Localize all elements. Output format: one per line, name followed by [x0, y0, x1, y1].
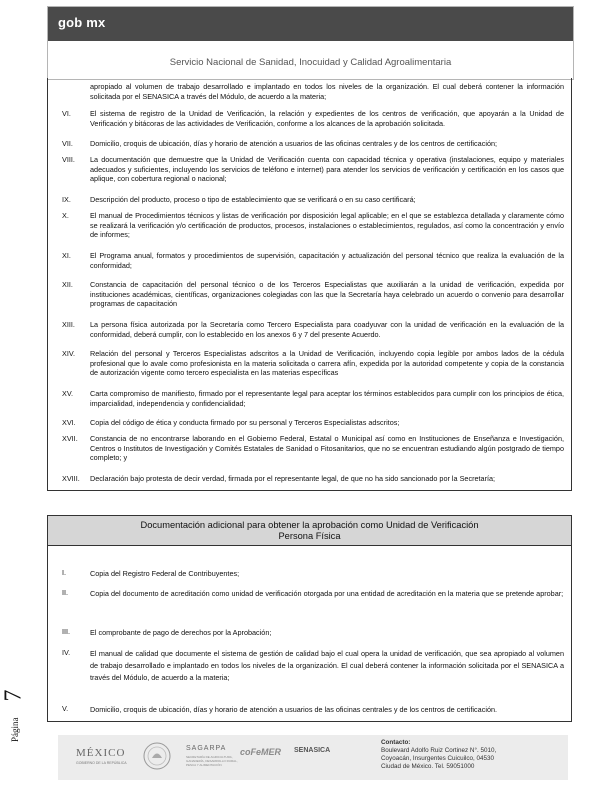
item-text: El manual de Procedimientos técnicos y listas de verificación por disposición legal aplicable; en el que se establezca detallada y claramente cómo se realizará la verificación y/o certificación de productos, procesos, instalaciones o establecimientos, regulados, así como la concentración y envío de informes;: [90, 211, 564, 239]
item-number: VIII.: [62, 155, 75, 164]
item-number: XII.: [62, 280, 73, 289]
item-text: La persona física autorizada por la Secretaría como Tercero Especialista para coadyuvar con la unidad de verificación en la evaluación de la conformidad, deberá cumplir, con lo establecido en los anexos 6 y 7 del presente Acuerdo.: [90, 320, 564, 339]
page-number-value: 7: [0, 689, 27, 702]
header-bar: [48, 7, 573, 41]
additional-docs-box: [47, 515, 572, 722]
item-text: Copia del código de ética y conducta firmado por su personal y Terceros Especialistas adscritos;: [90, 418, 400, 427]
item-text: Copia del documento de acreditación como unidad de verificación otorgada por una entidad de acreditación en la materia que se pretende aprobar;: [90, 589, 564, 598]
item-text: La documentación que demuestre que la Unidad de Verificación cuenta con capacidad técnica y operativa (instalaciones, equipo y materiales adecuados y suficientes, incluyendo los servicios de teléfono e internet) para atender los servicios de verificación y certificación en los casos que aplique, con cobertura regional o nacional;: [90, 155, 564, 183]
item-text: Domicilio, croquis de ubicación, días y horario de atención a usuarios de las oficinas centrales y de los centros de certificación;: [90, 139, 498, 148]
contact-line: Coyoacán, Insurgentes Cuicuilco, 04530: [381, 755, 495, 762]
item-text: Copia del Registro Federal de Contribuyentes;: [90, 569, 240, 578]
contact-title: Contacto:: [381, 739, 411, 746]
contact-line: Boulevard Adolfo Ruiz Cortinez N°. 5010,: [381, 747, 497, 754]
sagarpa-logo-sub: SECRETARÍA DE AGRICULTURA, GANADERÍA, DESARROLLO RURAL, PESCA Y ALIMENTACIÓN: [186, 755, 238, 767]
item-number: XVIII.: [62, 474, 80, 483]
item-text: apropiado al volumen de trabajo desarrollado e implantado en todos los niveles de la organización. El cual deberá contener la información solicitada por el SENASICA a través del Módulo, de acuerdo a la materia;: [90, 82, 564, 101]
section-title: [48, 516, 571, 546]
section-title-line2: Persona Física: [278, 531, 341, 541]
item-text: Descripción del producto, proceso o tipo de establecimiento que se verificará o en su caso certificará;: [90, 195, 416, 204]
item-number: XIV.: [62, 349, 76, 358]
header-subtitle: Servicio Nacional de Sanidad, Inocuidad y Calidad Agroalimentaria: [169, 57, 452, 68]
item-text: Domicilio, croquis de ubicación, días y horario de atención a usuarios de las oficinas centrales y de los centros de certificación.: [90, 705, 498, 714]
item-number: II.: [62, 588, 69, 597]
mexico-logo-sub: GOBIERNO DE LA REPÚBLICA: [76, 761, 127, 765]
item-number: I.: [62, 568, 67, 577]
national-seal-icon: [142, 741, 172, 771]
item-text: El manual de calidad que documente el sistema de gestión de calidad bajo el cual opera la unidad de verificación, que sea apropiado al volumen de trabajo desarrollado e implantado en todos los niveles de la organización. El cual deberá contener la información solicitada por el SENASICA a través del Módulo, de acuerdo a la materia;: [90, 649, 564, 682]
contact-block: [381, 739, 496, 771]
item-number: XI.: [62, 251, 71, 260]
page-footer: [58, 735, 568, 780]
section-title-line1: Documentación adicional para obtener la aprobación como Unidad de Verificación: [140, 520, 479, 530]
item-number: VI.: [62, 109, 71, 118]
item-number: XV.: [62, 389, 74, 398]
item-number: V.: [62, 704, 69, 713]
item-number: XVI.: [62, 418, 76, 427]
item-text: El Programa anual, formatos y procedimientos de supervisión, capacitación y actualización del personal técnico que realiza la evaluación de la conformidad;: [90, 251, 564, 270]
contact-line: Ciudad de México. Tel. 59051000: [381, 763, 475, 770]
sagarpa-logo: SAGARPA: [186, 745, 227, 752]
item-text: Constancia de capacitación del personal técnico o de los Terceros Especialistas que auxiliarán a la unidad de verificación, expedida por instituciones académicas, científicas, organizaciones colegiadas con las que la Secretaría haya celebrado un acuerdo o convenio para desarrollar programas de capacitación: [90, 280, 564, 308]
page-header: [47, 6, 574, 80]
item-number: IV.: [62, 648, 71, 657]
mexico-logo: MÉXICO: [76, 747, 126, 759]
item-number: VII.: [62, 139, 73, 148]
item-number: X.: [62, 211, 69, 220]
item-text: El comprobante de pago de derechos por la Aprobación;: [90, 628, 272, 637]
item-number: XVII.: [62, 434, 78, 443]
item-text: Carta compromiso de manifiesto, firmado por el representante legal para aceptar los términos establecidos para cumplir con los principios de ética, imparcialidad, independencia y confidencialidad;: [90, 389, 564, 408]
page-label: Página: [10, 717, 20, 742]
item-number: III.: [62, 627, 71, 636]
item-number: XIII.: [62, 320, 75, 329]
cofemer-logo: coFeMER: [240, 747, 282, 757]
page-number: [0, 682, 38, 742]
item-text: El sistema de registro de la Unidad de Verificación, la relación y expedientes de los centros de verificación, que apoyarán a la Unidad de Verificación y bitácoras de las actividades de Verificación, conforme a los alcances de la aprobación solicitada.: [90, 109, 564, 128]
gobmx-logo: gob mx: [58, 15, 106, 30]
item-number: IX.: [62, 195, 71, 204]
item-text: Declaración bajo protesta de decir verdad, firmada por el representante legal, de que no ha sido sancionado por la Secretaría;: [90, 474, 496, 483]
item-text: Constancia de no encontrarse laborando en el Gobierno Federal, Estatal o Municipal así como en Instituciones de Enseñanza e Investigación, Centros o Institutos de Investigación y Comités Estatales de Sanidad o Fitosanitarios, que no se encuentran estudiando algún postgrado de tiempo completo; y: [90, 434, 564, 462]
senasica-logo: SENASICA: [294, 747, 331, 754]
item-text: Relación del personal y Terceros Especialistas adscritos a la Unidad de Verificación, incluyendo copia legible por ambos lados de la cédula profesional que lo avale como profesionista en la materia solicitada o carrera afín, expedida por la autoridad competente y copia de la constancia de autorización vigente como tercero especialista en las materias específicas: [90, 349, 564, 377]
